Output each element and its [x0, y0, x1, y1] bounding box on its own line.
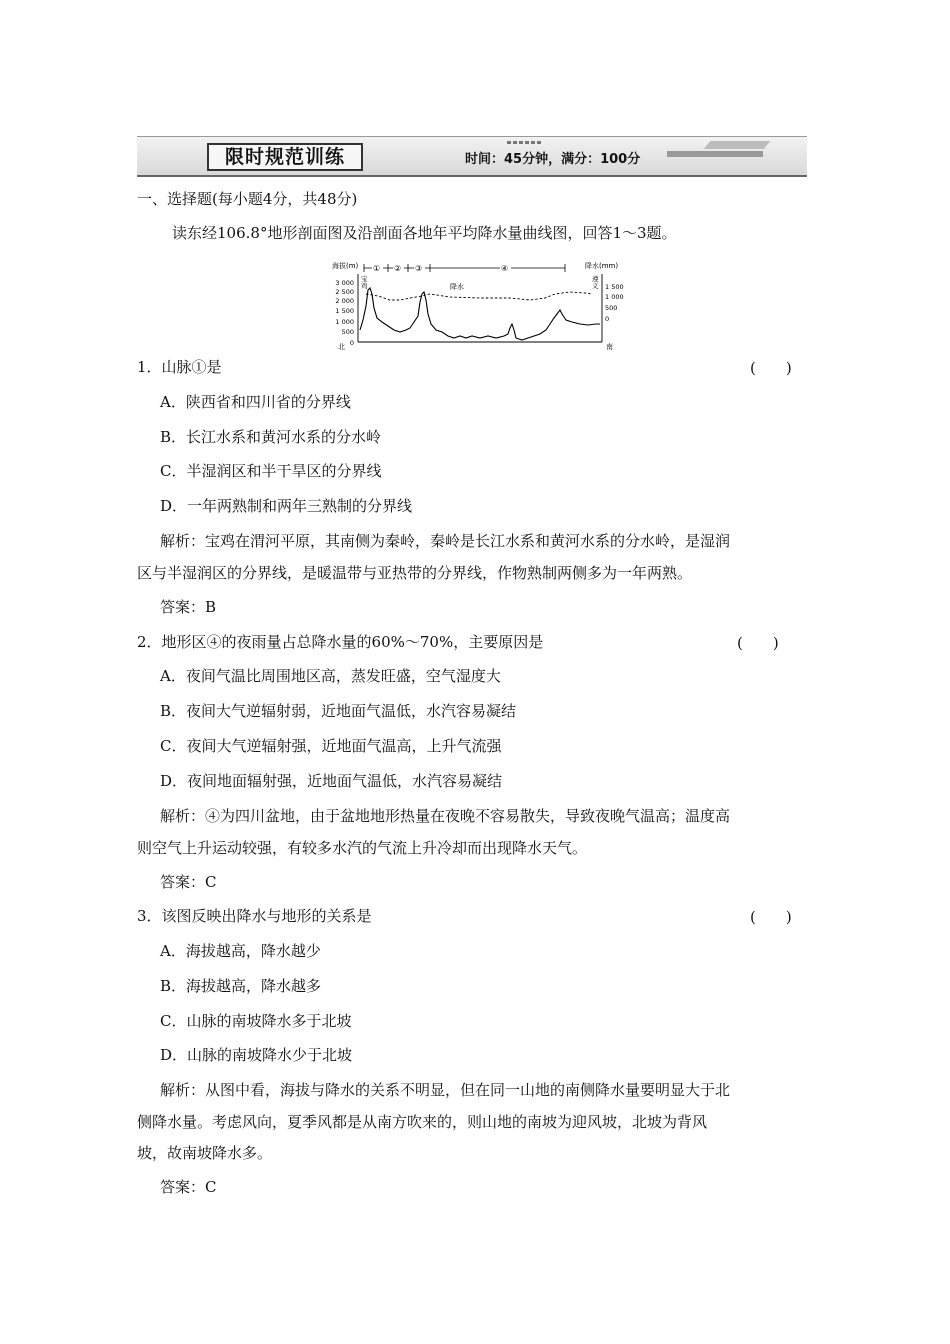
analysis-3-line: 坡，故南坡降水多。: [137, 1144, 273, 1162]
option-3c: C．山脉的南坡降水多于北坡: [160, 1012, 352, 1030]
left-axis-label: 海拔(m): [332, 262, 359, 270]
question-3-stem: 3．该图反映出降水与地形的关系是: [137, 907, 372, 925]
right-tick: 500: [605, 304, 618, 312]
left-tick: 0: [349, 339, 354, 347]
north-label: 北: [338, 343, 345, 351]
option-1c: C．半湿润区和半干旱区的分界线: [160, 462, 382, 480]
analysis-3-line: 解析：从图中看，海拔与降水的关系不明显，但在同一山地的南侧降水量要明显大于北: [160, 1081, 731, 1099]
section-heading: 一、选择题(每小题4分，共48分): [137, 190, 358, 208]
option-2b: B．夜间大气逆辐射弱，近地面气温低，水汽容易凝结: [160, 702, 517, 720]
place-zunyi: 遵: [592, 275, 599, 283]
intro-text: 读东经106.8°地形剖面图及沿剖面各地年平均降水量曲线图，回答1～3题。: [172, 224, 677, 242]
analysis-1-line: 解析：宝鸡在渭河平原，其南侧为秦岭，秦岭是长江水系和黄河水系的分水岭，是湿润: [160, 532, 731, 550]
right-tick: 1 000: [605, 293, 624, 301]
answer-3: 答案：C: [160, 1178, 217, 1196]
terrain-profile-figure: [330, 258, 624, 351]
place-zunyi: 义: [592, 282, 599, 290]
place-baoji: 宝: [361, 275, 368, 283]
region-markers: [364, 263, 565, 273]
south-label: 南: [606, 343, 613, 351]
option-1a: A．陕西省和四川省的分界线: [160, 393, 351, 411]
option-2d: D．夜间地面辐射强，近地面气温低，水汽容易凝结: [160, 772, 503, 790]
time-score-info: 时间：45分钟，满分：100分: [465, 152, 641, 167]
analysis-2-line: 则空气上升运动较强，有较多水汽的气流上升冷却而出现降水天气。: [137, 839, 588, 857]
right-tick: 0: [605, 315, 610, 323]
option-1d: D．一年两熟制和两年三熟制的分界线: [160, 497, 413, 515]
left-axis-ticks: [335, 279, 354, 347]
terrain-profile: [360, 288, 600, 340]
place-baoji: 鸡: [361, 282, 368, 290]
analysis-2-line: 解析：④为四川盆地，由于盆地地形热量在夜晚不容易散失，导致夜晚气温高；温度高: [160, 807, 731, 825]
option-3d: D．山脉的南坡降水少于北坡: [160, 1046, 353, 1064]
region-4: ④: [501, 264, 509, 273]
banner-stripe: [704, 141, 771, 149]
option-2a: A．夜间气温比周围地区高，蒸发旺盛，空气湿度大: [160, 667, 501, 685]
region-1: ①: [373, 264, 381, 273]
header-banner: [137, 136, 807, 177]
page-title: 限时规范训练: [207, 143, 363, 171]
option-3b: B．海拔越高，降水越多: [160, 977, 322, 995]
option-1b: B．长江水系和黄河水系的分水岭: [160, 428, 382, 446]
answer-blank-3: ( ): [750, 908, 792, 926]
analysis-3-line: 侧降水量。考虑风向，夏季风都是从南方吹来的，则山地的南坡为迎风坡，北坡为背风: [137, 1113, 708, 1131]
left-tick: 1 000: [335, 318, 354, 326]
left-tick: 3 000: [335, 279, 354, 287]
answer-blank-1: ( ): [750, 359, 792, 377]
option-3a: A．海拔越高，降水越少: [160, 942, 321, 960]
region-2: ②: [394, 264, 402, 273]
banner-decoration: [507, 141, 543, 144]
analysis-1-line: 区与半湿润区的分界线，是暖温带与亚热带的分界线，作物熟制两侧多为一年两熟。: [137, 564, 693, 582]
curve-label: 降水: [450, 283, 464, 291]
left-tick: 2 500: [335, 288, 354, 296]
option-2c: C．夜间大气逆辐射强，近地面气温高，上升气流强: [160, 737, 502, 755]
question-1-stem: 1．山脉①是: [137, 358, 222, 376]
right-axis-label: 降水(mm): [585, 262, 619, 270]
right-axis-ticks: [605, 283, 624, 323]
precipitation-curve: [366, 292, 592, 300]
answer-1: 答案：B: [160, 598, 217, 616]
left-tick: 500: [341, 328, 354, 336]
banner-stripe: [667, 151, 763, 157]
left-tick: 1 500: [335, 307, 354, 315]
region-3: ③: [415, 264, 423, 273]
answer-blank-2: ( ): [737, 634, 779, 652]
answer-2: 答案：C: [160, 873, 217, 891]
right-tick: 1 500: [605, 283, 624, 291]
left-tick: 2 000: [335, 297, 354, 305]
question-2-stem: 2．地形区④的夜雨量占总降水量的60%～70%，主要原因是: [137, 633, 544, 651]
